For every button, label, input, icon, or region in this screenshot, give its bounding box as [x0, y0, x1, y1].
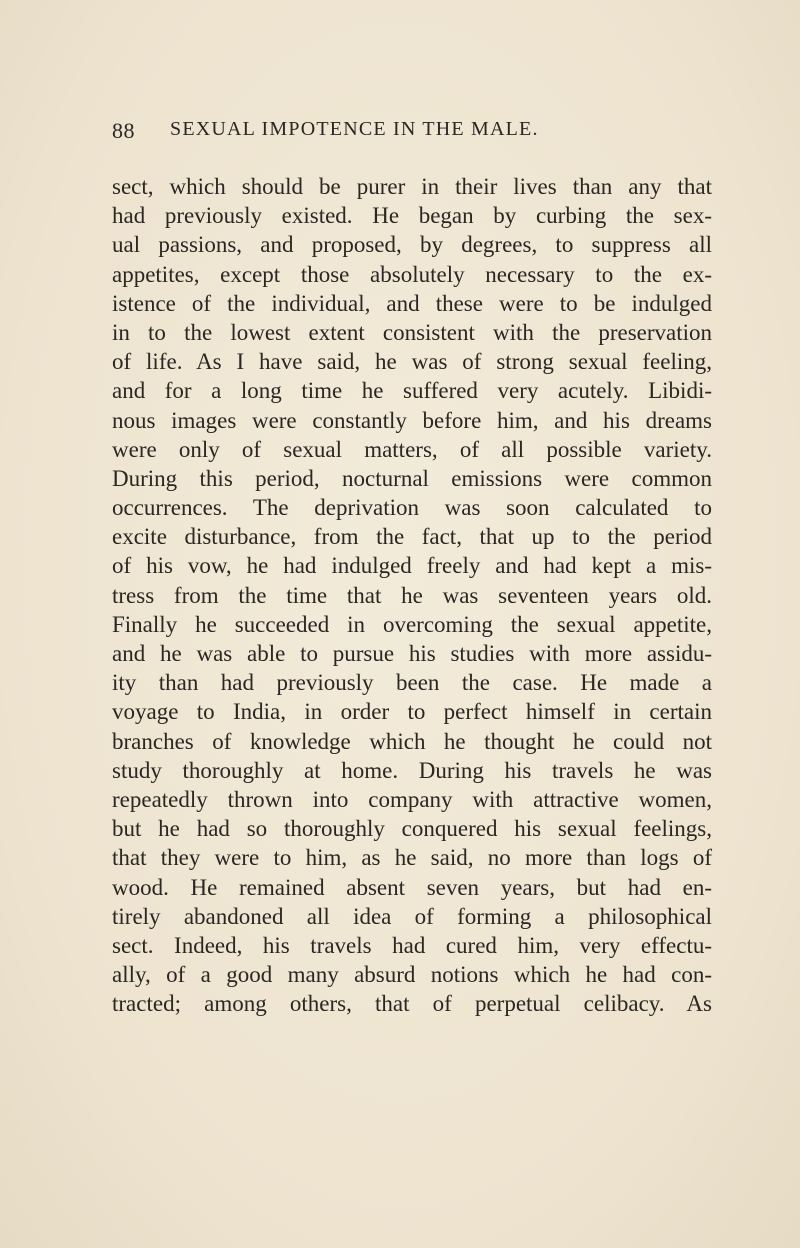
text-line: and for a long time he suffered very acutely. Libidi- — [112, 378, 712, 404]
text-line: occurrences. The deprivation was soon calculated to — [112, 495, 712, 521]
page-number: 88 — [112, 118, 135, 143]
text-line: study thoroughly at home. During his travels he was — [112, 757, 712, 783]
text-line: that they were to him, as he said, no more than logs of — [112, 845, 712, 871]
body-text — [112, 172, 712, 1018]
text-line: tirely abandoned all idea of forming a philosophical — [112, 903, 712, 929]
text-line: ity than had previously been the case. He made a — [112, 670, 712, 696]
running-head-title: SEXUAL IMPOTENCE IN THE MALE. — [170, 118, 539, 140]
text-line: ally, of a good many absurd notions which he had con- — [112, 962, 712, 988]
text-line: istence of the individual, and these were to be indulged — [112, 290, 712, 316]
text-line: appetites, except those absolutely necessary to the ex- — [112, 261, 712, 287]
text-line: tracted; among others, that of perpetual celibacy. As — [112, 991, 712, 1017]
text-line: During this period, nocturnal emissions were common — [112, 465, 712, 491]
text-line: nous images were constantly before him, and his dreams — [112, 407, 712, 433]
text-line: and he was able to pursue his studies with more assidu- — [112, 641, 712, 666]
text-line: branches of knowledge which he thought he could not — [112, 728, 712, 754]
text-line: excite disturbance, from the fact, that up to the period — [112, 524, 712, 550]
text-line: had previously existed. He began by curbing the sex- — [112, 203, 712, 229]
text-line: in to the lowest extent consistent with the preservation — [112, 319, 712, 345]
text-line: but he had so thoroughly conquered his sexual feelings, — [112, 816, 712, 842]
text-line: ual passions, and proposed, by degrees, to suppress all — [112, 232, 712, 258]
text-line: were only of sexual matters, of all possible variety. — [112, 436, 712, 462]
text-line: repeatedly thrown into company with attractive women, — [112, 786, 712, 812]
text-line: sect. Indeed, his travels had cured him, very effectu- — [112, 932, 712, 958]
text-line: of life. As I have said, he was of strong sexual feeling, — [112, 349, 712, 375]
running-head — [112, 118, 712, 148]
text-line: wood. He remained absent seven years, but had en- — [112, 874, 712, 900]
text-line: tress from the time that he was seventeen years old. — [112, 582, 712, 608]
text-line: sect, which should be purer in their lives than any that — [112, 174, 712, 199]
text-line: Finally he succeeded in overcoming the sexual appetite, — [112, 611, 712, 637]
text-line: of his vow, he had indulged freely and had kept a mis- — [112, 553, 712, 579]
text-line: voyage to India, in order to perfect himself in certain — [112, 699, 712, 725]
